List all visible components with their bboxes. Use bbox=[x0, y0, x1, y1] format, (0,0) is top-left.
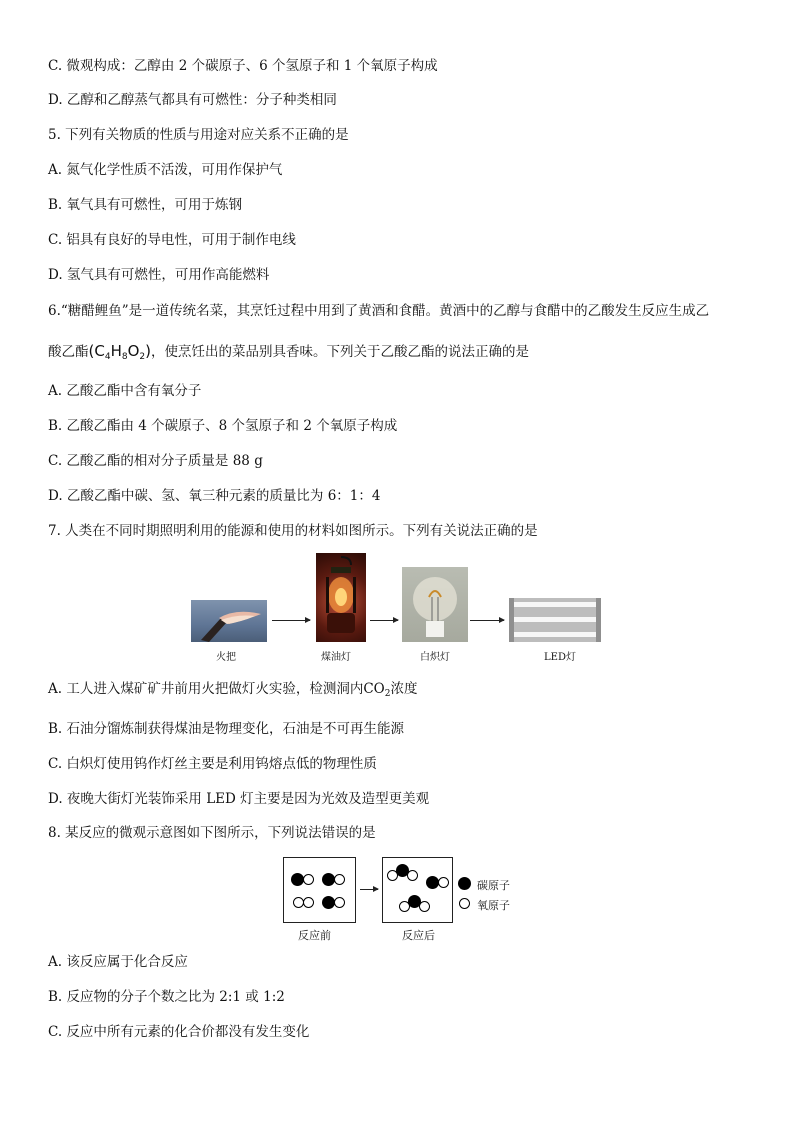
caption-incandescent: 白炽灯 bbox=[420, 652, 450, 663]
q6-text-prefix: 酸乙酯 bbox=[48, 344, 89, 360]
q6-formula: $(C_4H_8O_2)$ bbox=[88, 342, 151, 362]
q5-option-b: B. 氧气具有可燃性，可用于炼钢 bbox=[48, 197, 243, 213]
arrow-2 bbox=[370, 620, 398, 621]
arrow-3 bbox=[470, 620, 504, 621]
q7-option-d: D. 夜晚大街灯光装饰采用 LED 灯主要是因为光效及造型更美观 bbox=[48, 791, 430, 807]
legend-carbon-symbol bbox=[458, 877, 471, 890]
q6-option-c: C. 乙酸乙酯的相对分子质量是 88 g bbox=[48, 453, 263, 469]
after-reaction-box bbox=[382, 857, 453, 923]
oxygen-atom bbox=[438, 877, 449, 888]
incandescent-bulb-image bbox=[402, 567, 468, 642]
q8-option-c: C. 反应中所有元素的化合价都没有发生变化 bbox=[48, 1024, 310, 1040]
arrow-1 bbox=[272, 620, 310, 621]
caption-torch: 火把 bbox=[216, 652, 236, 663]
q4-option-c: C. 微观构成：乙醇由 2 个碳原子、6 个氢原子和 1 个氧原子构成 bbox=[48, 58, 438, 74]
q8-option-a: A. 该反应属于化合反应 bbox=[48, 954, 188, 970]
q5-option-d: D. 氢气具有可燃性，可用作高能燃料 bbox=[48, 267, 270, 283]
q6-option-d: D. 乙酸乙酯中碳、氢、氧三种元素的质量比为 6：1：4 bbox=[48, 488, 381, 504]
oxygen-atom bbox=[419, 901, 430, 912]
question-7-stem: 7. 人类在不同时期照明利用的能源和使用的材料如图所示。下列有关说法正确的是 bbox=[48, 523, 538, 539]
oxygen-atom bbox=[334, 874, 345, 885]
caption-after: 反应后 bbox=[402, 929, 435, 942]
q6-option-a: A. 乙酸乙酯中含有氧分子 bbox=[48, 383, 202, 399]
question-8-stem: 8. 某反应的微观示意图如下图所示，下列说法错误的是 bbox=[48, 825, 376, 841]
q7-option-c: C. 白炽灯使用钨作灯丝主要是利用钨熔点低的物理性质 bbox=[48, 756, 377, 772]
q7a-text-suffix: 浓度 bbox=[390, 681, 418, 697]
question-6-stem-line2 bbox=[48, 342, 529, 366]
q7a-text-prefix: A. 工人进入煤矿矿井前用火把做灯火实验，检测洞内 bbox=[48, 681, 364, 697]
q6-text-suffix: ，使烹饪出的菜品别具香味。下列关于乙酸乙酯的说法正确的是 bbox=[150, 344, 529, 360]
reaction-arrow bbox=[360, 889, 378, 890]
caption-before: 反应前 bbox=[298, 929, 331, 942]
legend-carbon-label: 碳原子 bbox=[477, 879, 510, 892]
q7-option-a bbox=[48, 680, 417, 703]
caption-kerosene-lamp: 煤油灯 bbox=[321, 652, 351, 663]
q5-option-c: C. 铝具有良好的导电性，可用于制作电线 bbox=[48, 232, 296, 248]
before-reaction-box bbox=[283, 857, 356, 923]
question-5-stem: 5. 下列有关物质的性质与用途对应关系不正确的是 bbox=[48, 127, 349, 143]
q7-option-b: B. 石油分馏炼制获得煤油是物理变化，石油是不可再生能源 bbox=[48, 721, 405, 737]
q8-option-b: B. 反应物的分子个数之比为 2:1 或 1:2 bbox=[48, 989, 285, 1005]
q5-option-a: A. 氮气化学性质不活泼，可用作保护气 bbox=[48, 162, 283, 178]
q4-option-d: D. 乙醇和乙醇蒸气都具有可燃性：分子种类相同 bbox=[48, 92, 337, 108]
caption-led: LED灯 bbox=[544, 652, 576, 663]
legend-oxygen-label: 氧原子 bbox=[477, 899, 510, 912]
oxygen-atom bbox=[303, 874, 314, 885]
q6-option-b: B. 乙酸乙酯由 4 个碳原子、8 个氢原子和 2 个氧原子构成 bbox=[48, 418, 398, 434]
kerosene-lamp-image bbox=[316, 553, 366, 642]
oxygen-atom bbox=[407, 870, 418, 881]
led-light-image bbox=[509, 598, 601, 642]
oxygen-atom bbox=[303, 897, 314, 908]
q7a-co2: $CO_2$ bbox=[363, 681, 391, 699]
question-6-stem-line1: 6.“糖醋鲤鱼”是一道传统名菜，其烹饪过程中用到了黄酒和食醋。黄酒中的乙醇与食醋中的乙酸发生反应生成乙 bbox=[48, 303, 710, 319]
legend-oxygen-symbol bbox=[459, 898, 470, 909]
oxygen-atom bbox=[334, 897, 345, 908]
torch-image bbox=[191, 600, 267, 642]
